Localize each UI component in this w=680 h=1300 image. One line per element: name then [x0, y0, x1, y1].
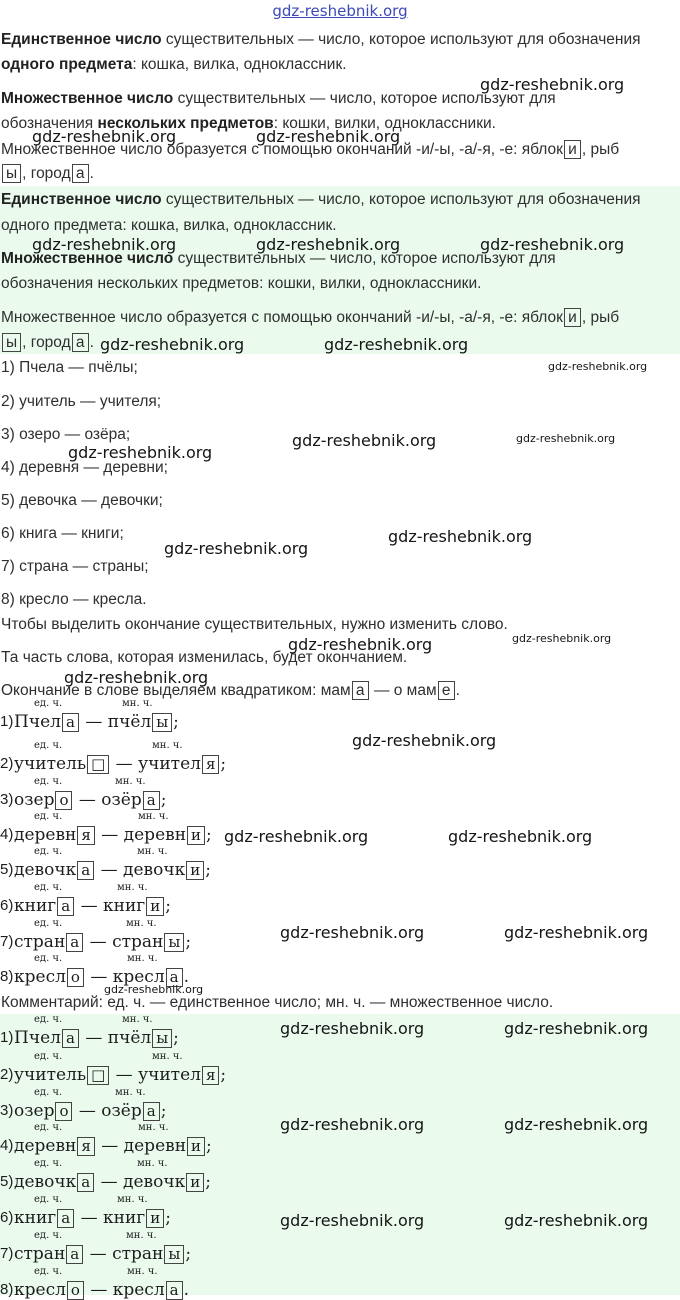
- ending-box: и: [187, 1137, 205, 1156]
- comment-line: Комментарий: ед. ч. — единственное число; мн. ч. — множественное число.: [1, 994, 554, 1011]
- theory-block-2: [0, 186, 680, 354]
- row-number: 6): [0, 1209, 14, 1226]
- list-item: 6) книга — книги;: [1, 525, 124, 542]
- stem-plural: стран: [112, 932, 164, 952]
- ending-box: ы: [2, 164, 21, 183]
- ending-box: □: [87, 755, 109, 774]
- ending-box: ы: [164, 933, 184, 952]
- handwritten-row: [0, 1158, 400, 1192]
- row-number: 8): [0, 968, 14, 985]
- singular-label: ед. ч.: [34, 882, 63, 893]
- ending-box: а: [66, 933, 83, 952]
- stem-singular: Пчел: [14, 712, 61, 732]
- ending-box: и: [186, 1173, 204, 1192]
- singular-label: ед. ч.: [34, 1051, 63, 1062]
- singular-label: ед. ч.: [34, 1266, 63, 1277]
- handwritten-row: [0, 698, 400, 732]
- ending-box: а: [66, 1245, 83, 1264]
- ending-box: я: [202, 1066, 219, 1085]
- plural-label: мн. ч.: [126, 918, 157, 929]
- watermark-text: gdz-reshebnik.org: [292, 431, 437, 450]
- ending-box: я: [77, 826, 94, 845]
- stem-plural: книг: [103, 1208, 146, 1228]
- punctuation: ;: [206, 825, 212, 845]
- watermark-text: gdz-reshebnik.org: [480, 235, 625, 254]
- row-number: 7): [0, 1245, 14, 1262]
- paragraph-endings: Множественное число образуется с помощью окончаний -и/-ы, -а/-я, -е: яблок и , рыб: [1, 309, 620, 326]
- stem-plural: учител: [138, 754, 201, 774]
- paragraph-plural: Множественное число существительных — число, которое используют для: [1, 250, 556, 267]
- plural-label: мн. ч.: [152, 1051, 183, 1062]
- punctuation: .: [183, 967, 190, 987]
- stem-singular: деревн: [14, 1136, 77, 1156]
- dash: —: [95, 860, 124, 880]
- handwritten-row: [0, 846, 400, 880]
- watermark-text: gdz-reshebnik.org: [504, 1019, 649, 1038]
- ending-box: ы: [152, 1029, 172, 1048]
- plural-label: мн. ч.: [138, 811, 169, 822]
- plural-label: мн. ч.: [117, 882, 148, 893]
- ending-box: ы: [2, 333, 21, 352]
- stem-singular: книг: [14, 1208, 57, 1228]
- dash: —: [95, 1172, 124, 1192]
- paragraph-endings-line2: ы , город а .: [1, 164, 94, 184]
- row-number: 8): [0, 1281, 14, 1298]
- ending-box: и: [564, 308, 581, 327]
- explanation-line: Та часть слова, которая изменилась, будет окончанием.: [1, 649, 408, 666]
- list-item: 3) озеро — озёра;: [1, 426, 131, 443]
- stem-plural: кресл: [112, 1280, 165, 1300]
- stem-plural: деревн: [123, 1136, 187, 1156]
- dash: —: [84, 1280, 113, 1300]
- plural-label: мн. ч.: [127, 1266, 158, 1277]
- dash: —: [110, 1065, 139, 1085]
- explanation-line: Чтобы выделить окончание существительных, нужно изменить слово.: [1, 616, 508, 633]
- watermark-text: gdz-reshebnik.org: [504, 1115, 649, 1134]
- ending-box: о: [55, 791, 72, 810]
- ending-box: о: [55, 1102, 72, 1121]
- singular-label: ед. ч.: [34, 1230, 63, 1241]
- paragraph-singular-line2: одного предмета: кошка, вилка, одноклассник.: [1, 56, 347, 73]
- stem-plural: книг: [103, 896, 146, 916]
- stem-plural: пчёл: [107, 1028, 152, 1048]
- punctuation: ;: [165, 1208, 171, 1228]
- list-item: 4) деревня — деревни;: [1, 459, 168, 476]
- row-number: 3): [0, 791, 14, 808]
- punctuation: ;: [220, 1065, 227, 1085]
- watermark-text: gdz-reshebnik.org: [164, 539, 309, 558]
- watermark-text: gdz-reshebnik.org: [280, 1211, 425, 1230]
- punctuation: ;: [173, 1028, 179, 1048]
- ending-box: а: [62, 713, 79, 732]
- dash: —: [84, 967, 113, 987]
- watermark-text: gdz-reshebnik.org: [352, 731, 497, 750]
- watermark-text: gdz-reshebnik.org: [280, 1019, 425, 1038]
- plural-label: мн. ч.: [152, 740, 183, 751]
- dash: —: [110, 754, 139, 774]
- dash: —: [73, 1101, 102, 1121]
- list-item: 1) Пчела — пчёлы;: [1, 359, 138, 376]
- plural-label: мн. ч.: [117, 1194, 148, 1205]
- handwritten-row: [0, 776, 400, 810]
- dash: —: [84, 932, 113, 952]
- ending-box: я: [202, 755, 219, 774]
- punctuation: ;: [185, 1244, 192, 1264]
- stem-plural: озёр: [101, 790, 142, 810]
- punctuation: ;: [185, 932, 192, 952]
- plural-label: мн. ч.: [137, 846, 168, 857]
- watermark-text: gdz-reshebnik.org: [280, 1115, 425, 1134]
- watermark-text: gdz-reshebnik.org: [280, 923, 425, 942]
- watermark-text: gdz-reshebnik.org: [64, 668, 209, 687]
- stem-singular: стран: [14, 932, 66, 952]
- row-number: 5): [0, 861, 14, 878]
- plural-label: мн. ч.: [122, 698, 153, 709]
- singular-label: ед. ч.: [34, 811, 63, 822]
- row-number: 1): [0, 713, 14, 730]
- singular-label: ед. ч.: [34, 953, 63, 964]
- row-number: 6): [0, 897, 14, 914]
- watermark-text: gdz-reshebnik.org: [504, 1211, 649, 1230]
- row-number: 4): [0, 826, 14, 843]
- stem-singular: кресл: [14, 1280, 66, 1300]
- punctuation: ;: [205, 860, 211, 880]
- site-header-link[interactable]: gdz-reshebnik.org: [272, 2, 408, 20]
- watermark-text: gdz-reshebnik.org: [104, 983, 204, 996]
- paragraph-plural-line2: обозначения нескольких предметов: кошки, вилки, одноклассники.: [1, 115, 496, 132]
- plural-label: мн. ч.: [127, 953, 158, 964]
- stem-singular: учитель: [14, 1065, 87, 1085]
- handwritten-row: [0, 740, 400, 774]
- punctuation: ;: [160, 1101, 167, 1121]
- singular-label: ед. ч.: [34, 1122, 63, 1133]
- plural-label: мн. ч.: [122, 1014, 153, 1025]
- stem-plural: пчёл: [107, 712, 152, 732]
- dash: —: [75, 896, 104, 916]
- stem-plural: учител: [138, 1065, 201, 1085]
- list-item: 7) страна — страны;: [1, 558, 149, 575]
- stem-singular: книг: [14, 896, 57, 916]
- stem-plural: кресл: [112, 967, 165, 987]
- stem-plural: девочк: [123, 1172, 186, 1192]
- explanation-line: Окончание в слове выделяем квадратиком: мам а — о мам е .: [1, 682, 460, 699]
- watermark-text: gdz-reshebnik.org: [68, 443, 213, 462]
- paragraph-plural: Множественное число существительных — число, которое используют для: [1, 90, 556, 107]
- plural-label: мн. ч.: [115, 776, 146, 787]
- ending-box: а: [72, 333, 89, 352]
- watermark-text: gdz-reshebnik.org: [288, 635, 433, 654]
- ending-box: а: [143, 791, 160, 810]
- row-number: 5): [0, 1173, 14, 1190]
- stem-singular: учитель: [14, 754, 87, 774]
- singular-label: ед. ч.: [34, 740, 63, 751]
- stem-singular: стран: [14, 1244, 66, 1264]
- paragraph-singular-line2: одного предмета: кошка, вилка, одноклассник.: [1, 217, 337, 234]
- list-item: 2) учитель — учителя;: [1, 393, 162, 410]
- watermark-text: gdz-reshebnik.org: [504, 923, 649, 942]
- ending-box: а: [352, 681, 369, 700]
- handwritten-row: [0, 1051, 400, 1085]
- watermark-text: gdz-reshebnik.org: [480, 75, 625, 94]
- paragraph-endings: Множественное число образуется с помощью окончаний -и/-ы, -а/-я, -е: яблок и , рыб: [1, 141, 620, 158]
- ending-box: ы: [164, 1245, 184, 1264]
- watermark-text: gdz-reshebnik.org: [548, 360, 648, 373]
- stem-singular: девочк: [14, 860, 77, 880]
- dash: —: [84, 1244, 113, 1264]
- ending-box: а: [77, 861, 94, 880]
- watermark-text: gdz-reshebnik.org: [512, 632, 612, 645]
- stem-plural: стран: [112, 1244, 164, 1264]
- singular-label: ед. ч.: [34, 776, 63, 787]
- watermark-text: gdz-reshebnik.org: [224, 827, 369, 846]
- ending-box: □: [87, 1066, 109, 1085]
- watermark-text: gdz-reshebnik.org: [388, 527, 533, 546]
- punctuation: ;: [160, 790, 167, 810]
- stem-singular: озер: [14, 790, 55, 810]
- singular-label: ед. ч.: [34, 918, 63, 929]
- ending-box: я: [77, 1137, 94, 1156]
- handwritten-row: [0, 882, 400, 916]
- dash: —: [95, 825, 124, 845]
- paragraph-plural-line2: обозначения нескольких предметов: кошки, вилки, одноклассники.: [1, 275, 482, 292]
- ending-box: а: [57, 1209, 74, 1228]
- stem-singular: кресл: [14, 967, 66, 987]
- stem-plural: деревн: [123, 825, 187, 845]
- paragraph-singular: Единственное число существительных — число, которое используют для обозначения: [1, 31, 641, 48]
- stem-plural: озёр: [101, 1101, 142, 1121]
- punctuation: ;: [206, 1136, 212, 1156]
- ending-box: и: [146, 1209, 164, 1228]
- watermark-text: gdz-reshebnik.org: [324, 335, 469, 354]
- ending-box: е: [438, 681, 455, 700]
- ending-box: о: [67, 1281, 84, 1300]
- list-item: 5) девочка — девочки;: [1, 492, 163, 509]
- punctuation: .: [183, 1280, 190, 1300]
- stem-singular: девочк: [14, 1172, 77, 1192]
- watermark-text: gdz-reshebnik.org: [32, 127, 177, 146]
- paragraph-singular: Единственное число существительных — число, которое используют для обозначения: [1, 191, 641, 208]
- watermark-text: gdz-reshebnik.org: [32, 235, 177, 254]
- paragraph-endings-line2: ы , город а .: [1, 333, 94, 353]
- ending-box: о: [67, 968, 84, 987]
- watermark-text: gdz-reshebnik.org: [100, 335, 245, 354]
- punctuation: ;: [173, 712, 179, 732]
- singular-label: ед. ч.: [34, 1158, 63, 1169]
- row-number: 2): [0, 755, 14, 772]
- plural-label: мн. ч.: [137, 1158, 168, 1169]
- ending-box: а: [62, 1029, 79, 1048]
- singular-label: ед. ч.: [34, 1014, 63, 1025]
- row-number: 7): [0, 933, 14, 950]
- ending-box: и: [187, 826, 205, 845]
- singular-label: ед. ч.: [34, 1194, 63, 1205]
- ending-box: а: [77, 1173, 94, 1192]
- punctuation: ;: [165, 896, 171, 916]
- ending-box: ы: [152, 713, 172, 732]
- dash: —: [75, 1208, 104, 1228]
- ending-box: а: [166, 968, 183, 987]
- ending-box: и: [564, 140, 581, 159]
- stem-singular: озер: [14, 1101, 55, 1121]
- watermark-text: gdz-reshebnik.org: [256, 127, 401, 146]
- singular-label: ед. ч.: [34, 698, 63, 709]
- punctuation: ;: [220, 754, 227, 774]
- ending-box: а: [143, 1102, 160, 1121]
- plural-label: мн. ч.: [126, 1230, 157, 1241]
- singular-label: ед. ч.: [34, 846, 63, 857]
- watermark-text: gdz-reshebnik.org: [516, 432, 616, 445]
- ending-box: а: [72, 164, 89, 183]
- ending-box: а: [57, 897, 74, 916]
- ending-box: и: [146, 897, 164, 916]
- plural-label: мн. ч.: [138, 1122, 169, 1133]
- theory-block-1: [0, 26, 680, 186]
- stem-singular: деревн: [14, 825, 77, 845]
- dash: —: [73, 790, 102, 810]
- list-item: 8) кресло — кресла.: [1, 591, 147, 608]
- ending-box: а: [166, 1281, 183, 1300]
- watermark-text: gdz-reshebnik.org: [448, 827, 593, 846]
- handwritten-row: [0, 953, 400, 987]
- row-number: 4): [0, 1137, 14, 1154]
- watermark-text: gdz-reshebnik.org: [256, 235, 401, 254]
- row-number: 2): [0, 1066, 14, 1083]
- dash: —: [79, 1028, 108, 1048]
- row-number: 3): [0, 1102, 14, 1119]
- stem-singular: Пчел: [14, 1028, 61, 1048]
- singular-label: ед. ч.: [34, 1087, 63, 1098]
- dash: —: [79, 712, 108, 732]
- row-number: 1): [0, 1029, 14, 1046]
- plural-label: мн. ч.: [115, 1087, 146, 1098]
- stem-plural: девочк: [123, 860, 186, 880]
- dash: —: [95, 1136, 124, 1156]
- ending-box: и: [186, 861, 204, 880]
- punctuation: ;: [205, 1172, 211, 1192]
- handwritten-row: [0, 1230, 400, 1264]
